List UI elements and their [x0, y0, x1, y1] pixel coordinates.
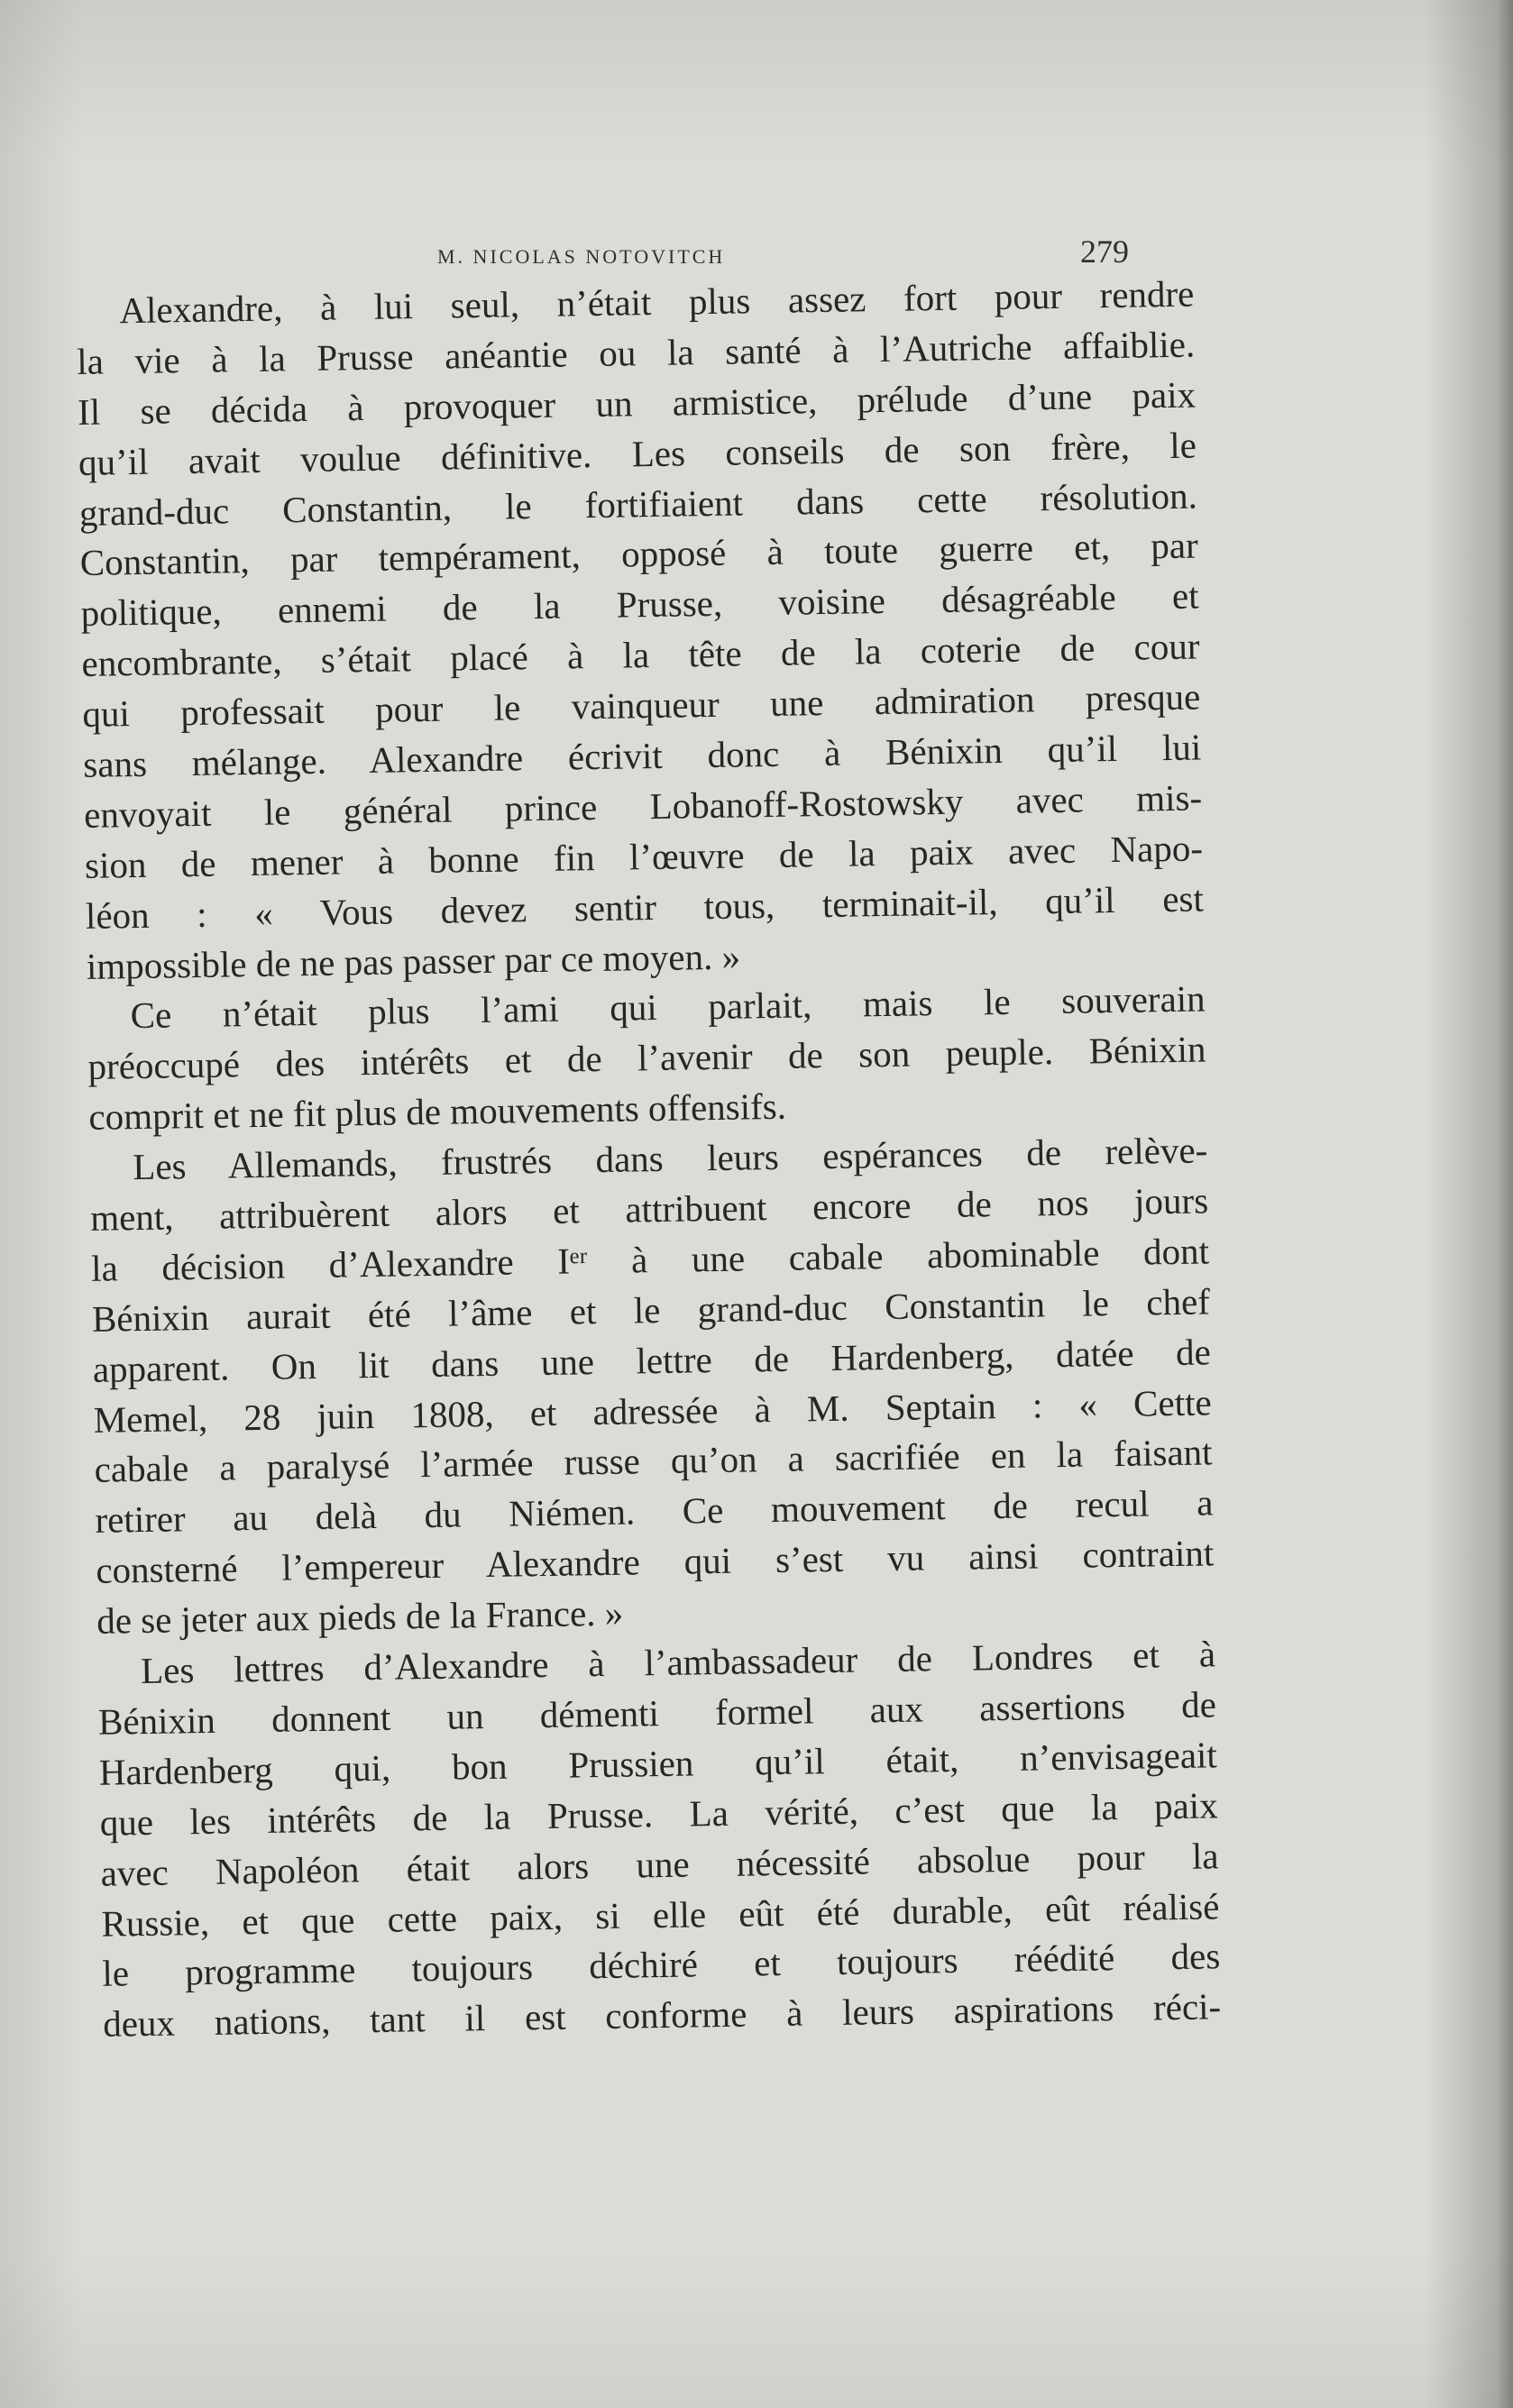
- text-line: la décision d’Alexandre Iᵉʳ à une cabale abominable dont: [90, 1230, 1210, 1289]
- text-line: Hardenberg qui, bon Prussien qu’il était, n’envisageait: [98, 1734, 1218, 1793]
- text-line: apparent. On lit dans une lettre de Hardenberg, datée de: [92, 1331, 1212, 1390]
- text-line: Les Allemands, frustrés dans leurs espérances de relève-: [132, 1129, 1208, 1188]
- text-line: encombrante, s’était placé à la tête de la coterie de cour: [81, 625, 1200, 685]
- text-line: cabale a paralysé l’armée russe qu’on a sacrifiée en la faisant: [94, 1431, 1213, 1491]
- page-header: [90, 233, 1154, 269]
- text-line: sion de mener à bonne fin l’œuvre de la paix avec Napo-: [84, 827, 1204, 886]
- text-line: impossible de ne pas passer par ce moyen. »: [86, 935, 741, 987]
- text-line: la vie à la Prusse anéantie ou la santé à l’Autriche affaiblie.: [76, 323, 1196, 382]
- running-head: M. NICOLAS NOTOVITCH: [437, 245, 726, 268]
- text-line: Les lettres d’Alexandre à l’ambassadeur de Londres et à: [140, 1633, 1216, 1692]
- text-line: politique, ennemi de la Prusse, voisine désagréable et: [80, 574, 1199, 635]
- text-line: que les intérêts de la Prusse. La vérité, c’est que la paix: [99, 1784, 1218, 1844]
- text-line: Bénixin donnent un démenti formel aux assertions de: [97, 1683, 1217, 1743]
- text-line: de se jeter aux pieds de la France. »: [96, 1591, 624, 1642]
- text-line: léon : « Vous devez sentir tous, terminait-il, qu’il est: [85, 877, 1205, 937]
- text-line: Memel, 28 juin 1808, et adressée à M. Septain : « Cette: [93, 1380, 1212, 1441]
- text-line: Alexandre, à lui seul, n’était plus assez fort pour rendre: [119, 272, 1195, 332]
- text-line: Il se décida à provoquer un armistice, prélude d’une paix: [77, 373, 1197, 433]
- text-line: préoccupé des intérêts et de l’avenir de son peuple. Bénixin: [87, 1028, 1206, 1088]
- text-line: comprit et ne fit plus de mouvements offensifs.: [88, 1085, 787, 1139]
- text-line: le programme toujours déchiré et toujours réédité des: [102, 1935, 1221, 1995]
- text-line: grand-duc Constantin, le fortifiaient dans cette résolution.: [78, 474, 1198, 534]
- text-line: deux nations, tant il est conforme à leurs aspirations réci-: [102, 1985, 1222, 2046]
- text-line: Constantin, par tempérament, opposé à toute guerre et, par: [79, 524, 1199, 584]
- text-line: avec Napoléon était alors une nécessité absolue pour la: [100, 1834, 1219, 1894]
- text-line: Russie, et que cette paix, si elle eût été durable, eût réalisé: [101, 1884, 1220, 1945]
- text-line: consterné l’empereur Alexandre qui s’est vu ainsi contraint: [96, 1532, 1215, 1592]
- text-line: ment, attribuèrent alors et attribuent encore de nos jours: [89, 1179, 1209, 1239]
- text-line: Bénixin aurait été l’âme et le grand-duc Constantin le chef: [91, 1280, 1211, 1340]
- text-line: retirer au delà du Niémen. Ce mouvement de recul a: [95, 1481, 1214, 1542]
- text-line: sans mélange. Alexandre écrivit donc à Bénixin qu’il lui: [82, 726, 1202, 785]
- text-line: qu’il avait voulue définitive. Les conseils de son frère, le: [78, 424, 1197, 483]
- page-number: 279: [1080, 233, 1129, 270]
- body-text: [76, 270, 1222, 2050]
- text-line: qui professait pour le vainqueur une admiration presque: [82, 675, 1201, 736]
- text-line: envoyait le général prince Lobanoff-Rostowsky avec mis-: [83, 776, 1203, 836]
- text-line: Ce n’était plus l’ami qui parlait, mais le souverain: [130, 977, 1206, 1037]
